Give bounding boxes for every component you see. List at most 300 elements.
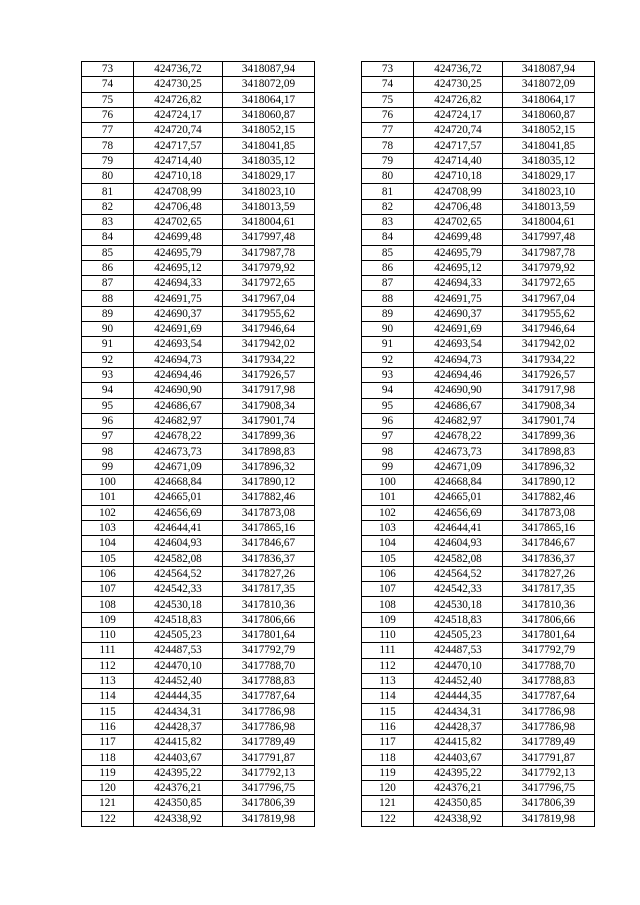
table-row — [82, 704, 595, 719]
right-x-coordinate-cell: 424690,90 — [414, 383, 503, 398]
left-y-coordinate-cell: 3417806,66 — [223, 612, 315, 627]
table-row — [82, 520, 595, 535]
table-row — [82, 276, 595, 291]
left-x-coordinate-cell: 424530,18 — [134, 597, 223, 612]
left-x-coordinate-cell: 424730,25 — [134, 77, 223, 92]
left-point-number-cell: 94 — [82, 383, 134, 398]
table-row — [82, 77, 595, 92]
left-y-coordinate-cell: 3417827,26 — [223, 566, 315, 581]
right-point-number-cell: 106 — [362, 566, 414, 581]
left-y-coordinate-cell: 3418035,12 — [223, 153, 315, 168]
column-gap — [315, 367, 362, 382]
column-gap — [315, 322, 362, 337]
column-gap — [315, 796, 362, 811]
left-y-coordinate-cell: 3417908,34 — [223, 398, 315, 413]
column-gap — [315, 811, 362, 826]
left-point-number-cell: 77 — [82, 123, 134, 138]
right-y-coordinate-cell: 3417917,98 — [503, 383, 595, 398]
column-gap — [315, 459, 362, 474]
right-x-coordinate-cell: 424542,33 — [414, 582, 503, 597]
right-y-coordinate-cell: 3418087,94 — [503, 62, 595, 77]
right-x-coordinate-cell: 424671,09 — [414, 459, 503, 474]
left-x-coordinate-cell: 424434,31 — [134, 704, 223, 719]
right-y-coordinate-cell: 3417946,64 — [503, 322, 595, 337]
right-y-coordinate-cell: 3417898,83 — [503, 444, 595, 459]
right-y-coordinate-cell: 3417955,62 — [503, 306, 595, 321]
left-y-coordinate-cell: 3418087,94 — [223, 62, 315, 77]
right-point-number-cell: 103 — [362, 520, 414, 535]
left-point-number-cell: 117 — [82, 735, 134, 750]
left-point-number-cell: 88 — [82, 291, 134, 306]
column-gap — [315, 352, 362, 367]
right-point-number-cell: 102 — [362, 505, 414, 520]
table-row — [82, 62, 595, 77]
column-gap — [315, 704, 362, 719]
left-x-coordinate-cell: 424564,52 — [134, 566, 223, 581]
left-x-coordinate-cell: 424403,67 — [134, 750, 223, 765]
right-y-coordinate-cell: 3417806,66 — [503, 612, 595, 627]
right-y-coordinate-cell: 3417997,48 — [503, 230, 595, 245]
left-x-coordinate-cell: 424665,01 — [134, 490, 223, 505]
right-y-coordinate-cell: 3417846,67 — [503, 536, 595, 551]
right-x-coordinate-cell: 424665,01 — [414, 490, 503, 505]
column-gap — [315, 444, 362, 459]
table-row — [82, 352, 595, 367]
table-row — [82, 214, 595, 229]
left-x-coordinate-cell: 424518,83 — [134, 612, 223, 627]
right-x-coordinate-cell: 424530,18 — [414, 597, 503, 612]
right-y-coordinate-cell: 3417786,98 — [503, 704, 595, 719]
left-y-coordinate-cell: 3418013,59 — [223, 199, 315, 214]
table-row — [82, 92, 595, 107]
right-point-number-cell: 114 — [362, 689, 414, 704]
left-x-coordinate-cell: 424736,72 — [134, 62, 223, 77]
left-x-coordinate-cell: 424505,23 — [134, 627, 223, 642]
left-point-number-cell: 75 — [82, 92, 134, 107]
right-point-number-cell: 112 — [362, 658, 414, 673]
table-row — [82, 475, 595, 490]
right-point-number-cell: 91 — [362, 337, 414, 352]
left-y-coordinate-cell: 3417890,12 — [223, 475, 315, 490]
column-gap — [315, 673, 362, 688]
right-y-coordinate-cell: 3417934,22 — [503, 352, 595, 367]
left-y-coordinate-cell: 3417819,98 — [223, 811, 315, 826]
right-x-coordinate-cell: 424415,82 — [414, 735, 503, 750]
left-point-number-cell: 108 — [82, 597, 134, 612]
left-x-coordinate-cell: 424470,10 — [134, 658, 223, 673]
column-gap — [315, 184, 362, 199]
right-y-coordinate-cell: 3418064,17 — [503, 92, 595, 107]
left-x-coordinate-cell: 424444,35 — [134, 689, 223, 704]
right-y-coordinate-cell: 3417972,65 — [503, 276, 595, 291]
right-y-coordinate-cell: 3417810,36 — [503, 597, 595, 612]
left-x-coordinate-cell: 424668,84 — [134, 475, 223, 490]
right-x-coordinate-cell: 424444,35 — [414, 689, 503, 704]
column-gap — [315, 153, 362, 168]
right-x-coordinate-cell: 424693,54 — [414, 337, 503, 352]
left-y-coordinate-cell: 3417786,98 — [223, 719, 315, 734]
right-y-coordinate-cell: 3418029,17 — [503, 169, 595, 184]
left-point-number-cell: 122 — [82, 811, 134, 826]
right-point-number-cell: 83 — [362, 214, 414, 229]
right-y-coordinate-cell: 3417791,87 — [503, 750, 595, 765]
right-point-number-cell: 97 — [362, 429, 414, 444]
left-x-coordinate-cell: 424656,69 — [134, 505, 223, 520]
right-y-coordinate-cell: 3418072,09 — [503, 77, 595, 92]
right-point-number-cell: 87 — [362, 276, 414, 291]
left-y-coordinate-cell: 3417873,08 — [223, 505, 315, 520]
left-y-coordinate-cell: 3418029,17 — [223, 169, 315, 184]
right-point-number-cell: 88 — [362, 291, 414, 306]
column-gap — [315, 107, 362, 122]
right-point-number-cell: 73 — [362, 62, 414, 77]
left-y-coordinate-cell: 3417836,37 — [223, 551, 315, 566]
right-x-coordinate-cell: 424505,23 — [414, 627, 503, 642]
left-y-coordinate-cell: 3417791,87 — [223, 750, 315, 765]
table-row — [82, 169, 595, 184]
column-gap — [315, 750, 362, 765]
left-x-coordinate-cell: 424644,41 — [134, 520, 223, 535]
right-y-coordinate-cell: 3417789,49 — [503, 735, 595, 750]
left-point-number-cell: 111 — [82, 643, 134, 658]
left-point-number-cell: 104 — [82, 536, 134, 551]
right-x-coordinate-cell: 424452,40 — [414, 673, 503, 688]
left-point-number-cell: 82 — [82, 199, 134, 214]
left-y-coordinate-cell: 3417987,78 — [223, 245, 315, 260]
right-x-coordinate-cell: 424717,57 — [414, 138, 503, 153]
right-point-number-cell: 101 — [362, 490, 414, 505]
left-point-number-cell: 98 — [82, 444, 134, 459]
right-x-coordinate-cell: 424656,69 — [414, 505, 503, 520]
left-x-coordinate-cell: 424726,82 — [134, 92, 223, 107]
column-gap — [315, 260, 362, 275]
left-x-coordinate-cell: 424695,12 — [134, 260, 223, 275]
right-x-coordinate-cell: 424582,08 — [414, 551, 503, 566]
left-point-number-cell: 81 — [82, 184, 134, 199]
right-y-coordinate-cell: 3417792,13 — [503, 765, 595, 780]
right-x-coordinate-cell: 424690,37 — [414, 306, 503, 321]
right-y-coordinate-cell: 3417896,32 — [503, 459, 595, 474]
right-y-coordinate-cell: 3417792,79 — [503, 643, 595, 658]
right-x-coordinate-cell: 424694,46 — [414, 367, 503, 382]
table-row — [82, 322, 595, 337]
table-row — [82, 750, 595, 765]
column-gap — [315, 230, 362, 245]
right-point-number-cell: 99 — [362, 459, 414, 474]
left-point-number-cell: 93 — [82, 367, 134, 382]
left-point-number-cell: 120 — [82, 780, 134, 795]
right-y-coordinate-cell: 3418041,85 — [503, 138, 595, 153]
right-y-coordinate-cell: 3417890,12 — [503, 475, 595, 490]
table-row — [82, 811, 595, 826]
right-x-coordinate-cell: 424702,65 — [414, 214, 503, 229]
column-gap — [315, 276, 362, 291]
right-x-coordinate-cell: 424724,17 — [414, 107, 503, 122]
right-y-coordinate-cell: 3417908,34 — [503, 398, 595, 413]
right-x-coordinate-cell: 424518,83 — [414, 612, 503, 627]
left-x-coordinate-cell: 424710,18 — [134, 169, 223, 184]
column-gap — [315, 658, 362, 673]
left-point-number-cell: 107 — [82, 582, 134, 597]
left-point-number-cell: 118 — [82, 750, 134, 765]
left-x-coordinate-cell: 424678,22 — [134, 429, 223, 444]
column-gap — [315, 475, 362, 490]
table-row — [82, 260, 595, 275]
right-y-coordinate-cell: 3418060,87 — [503, 107, 595, 122]
left-point-number-cell: 96 — [82, 413, 134, 428]
left-x-coordinate-cell: 424690,90 — [134, 383, 223, 398]
coordinates-table — [81, 61, 595, 827]
column-gap — [315, 780, 362, 795]
right-point-number-cell: 121 — [362, 796, 414, 811]
right-point-number-cell: 92 — [362, 352, 414, 367]
right-point-number-cell: 117 — [362, 735, 414, 750]
table-row — [82, 582, 595, 597]
column-gap — [315, 597, 362, 612]
right-x-coordinate-cell: 424403,67 — [414, 750, 503, 765]
table-row — [82, 459, 595, 474]
left-x-coordinate-cell: 424695,79 — [134, 245, 223, 260]
table-row — [82, 780, 595, 795]
right-y-coordinate-cell: 3417819,98 — [503, 811, 595, 826]
left-point-number-cell: 89 — [82, 306, 134, 321]
column-gap — [315, 735, 362, 750]
column-gap — [315, 490, 362, 505]
left-y-coordinate-cell: 3417967,04 — [223, 291, 315, 306]
table-row — [82, 719, 595, 734]
column-gap — [315, 551, 362, 566]
left-y-coordinate-cell: 3417901,74 — [223, 413, 315, 428]
column-gap — [315, 413, 362, 428]
right-point-number-cell: 80 — [362, 169, 414, 184]
column-gap — [315, 719, 362, 734]
table-row — [82, 153, 595, 168]
column-gap — [315, 62, 362, 77]
left-point-number-cell: 112 — [82, 658, 134, 673]
left-x-coordinate-cell: 424690,37 — [134, 306, 223, 321]
right-y-coordinate-cell: 3417787,64 — [503, 689, 595, 704]
left-point-number-cell: 84 — [82, 230, 134, 245]
table-row — [82, 184, 595, 199]
right-point-number-cell: 95 — [362, 398, 414, 413]
table-row — [82, 291, 595, 306]
right-x-coordinate-cell: 424695,79 — [414, 245, 503, 260]
table-row — [82, 383, 595, 398]
right-y-coordinate-cell: 3417786,98 — [503, 719, 595, 734]
table-row — [82, 107, 595, 122]
table-row — [82, 627, 595, 642]
right-y-coordinate-cell: 3418023,10 — [503, 184, 595, 199]
column-gap — [315, 398, 362, 413]
left-y-coordinate-cell: 3417789,49 — [223, 735, 315, 750]
column-gap — [315, 77, 362, 92]
right-x-coordinate-cell: 424644,41 — [414, 520, 503, 535]
table-row — [82, 138, 595, 153]
left-x-coordinate-cell: 424604,93 — [134, 536, 223, 551]
right-x-coordinate-cell: 424673,73 — [414, 444, 503, 459]
left-point-number-cell: 109 — [82, 612, 134, 627]
right-point-number-cell: 98 — [362, 444, 414, 459]
left-x-coordinate-cell: 424717,57 — [134, 138, 223, 153]
left-point-number-cell: 73 — [82, 62, 134, 77]
left-x-coordinate-cell: 424702,65 — [134, 214, 223, 229]
right-y-coordinate-cell: 3417899,36 — [503, 429, 595, 444]
left-x-coordinate-cell: 424376,21 — [134, 780, 223, 795]
right-y-coordinate-cell: 3417873,08 — [503, 505, 595, 520]
left-y-coordinate-cell: 3417942,02 — [223, 337, 315, 352]
right-point-number-cell: 104 — [362, 536, 414, 551]
right-y-coordinate-cell: 3417796,75 — [503, 780, 595, 795]
right-x-coordinate-cell: 424395,22 — [414, 765, 503, 780]
left-point-number-cell: 119 — [82, 765, 134, 780]
left-y-coordinate-cell: 3417917,98 — [223, 383, 315, 398]
column-gap — [315, 429, 362, 444]
left-x-coordinate-cell: 424720,74 — [134, 123, 223, 138]
left-y-coordinate-cell: 3418064,17 — [223, 92, 315, 107]
left-point-number-cell: 110 — [82, 627, 134, 642]
right-point-number-cell: 109 — [362, 612, 414, 627]
column-gap — [315, 536, 362, 551]
left-x-coordinate-cell: 424694,73 — [134, 352, 223, 367]
table-row — [82, 230, 595, 245]
right-point-number-cell: 116 — [362, 719, 414, 734]
left-y-coordinate-cell: 3417865,16 — [223, 520, 315, 535]
left-x-coordinate-cell: 424686,67 — [134, 398, 223, 413]
right-y-coordinate-cell: 3417788,83 — [503, 673, 595, 688]
left-y-coordinate-cell: 3417955,62 — [223, 306, 315, 321]
column-gap — [315, 291, 362, 306]
table-row — [82, 367, 595, 382]
left-point-number-cell: 100 — [82, 475, 134, 490]
right-x-coordinate-cell: 424564,52 — [414, 566, 503, 581]
right-point-number-cell: 93 — [362, 367, 414, 382]
right-point-number-cell: 122 — [362, 811, 414, 826]
right-point-number-cell: 82 — [362, 199, 414, 214]
right-y-coordinate-cell: 3417806,39 — [503, 796, 595, 811]
left-x-coordinate-cell: 424415,82 — [134, 735, 223, 750]
table-row — [82, 689, 595, 704]
right-y-coordinate-cell: 3417926,57 — [503, 367, 595, 382]
table-row — [82, 658, 595, 673]
table-row — [82, 398, 595, 413]
left-y-coordinate-cell: 3417788,83 — [223, 673, 315, 688]
right-x-coordinate-cell: 424338,92 — [414, 811, 503, 826]
left-point-number-cell: 86 — [82, 260, 134, 275]
column-gap — [315, 214, 362, 229]
left-point-number-cell: 76 — [82, 107, 134, 122]
left-y-coordinate-cell: 3417926,57 — [223, 367, 315, 382]
left-x-coordinate-cell: 424693,54 — [134, 337, 223, 352]
right-x-coordinate-cell: 424710,18 — [414, 169, 503, 184]
table-row — [82, 306, 595, 321]
left-y-coordinate-cell: 3417972,65 — [223, 276, 315, 291]
right-point-number-cell: 100 — [362, 475, 414, 490]
left-point-number-cell: 105 — [82, 551, 134, 566]
left-point-number-cell: 103 — [82, 520, 134, 535]
left-y-coordinate-cell: 3418004,61 — [223, 214, 315, 229]
table-row — [82, 765, 595, 780]
right-y-coordinate-cell: 3417817,35 — [503, 582, 595, 597]
right-point-number-cell: 120 — [362, 780, 414, 795]
right-x-coordinate-cell: 424714,40 — [414, 153, 503, 168]
left-x-coordinate-cell: 424724,17 — [134, 107, 223, 122]
right-y-coordinate-cell: 3417901,74 — [503, 413, 595, 428]
left-y-coordinate-cell: 3417979,92 — [223, 260, 315, 275]
left-y-coordinate-cell: 3417786,98 — [223, 704, 315, 719]
table-row — [82, 337, 595, 352]
right-x-coordinate-cell: 424726,82 — [414, 92, 503, 107]
right-y-coordinate-cell: 3417942,02 — [503, 337, 595, 352]
left-y-coordinate-cell: 3418072,09 — [223, 77, 315, 92]
left-point-number-cell: 101 — [82, 490, 134, 505]
column-gap — [315, 582, 362, 597]
right-y-coordinate-cell: 3417882,46 — [503, 490, 595, 505]
left-point-number-cell: 90 — [82, 322, 134, 337]
left-x-coordinate-cell: 424706,48 — [134, 199, 223, 214]
right-x-coordinate-cell: 424691,69 — [414, 322, 503, 337]
left-y-coordinate-cell: 3417898,83 — [223, 444, 315, 459]
right-x-coordinate-cell: 424730,25 — [414, 77, 503, 92]
right-x-coordinate-cell: 424695,12 — [414, 260, 503, 275]
left-point-number-cell: 92 — [82, 352, 134, 367]
table-row — [82, 796, 595, 811]
right-y-coordinate-cell: 3418013,59 — [503, 199, 595, 214]
left-x-coordinate-cell: 424428,37 — [134, 719, 223, 734]
left-x-coordinate-cell: 424694,46 — [134, 367, 223, 382]
table-row — [82, 612, 595, 627]
column-gap — [315, 765, 362, 780]
right-x-coordinate-cell: 424682,97 — [414, 413, 503, 428]
left-y-coordinate-cell: 3417817,35 — [223, 582, 315, 597]
table-row — [82, 536, 595, 551]
coordinates-table-body — [82, 62, 595, 827]
left-point-number-cell: 113 — [82, 673, 134, 688]
left-x-coordinate-cell: 424487,53 — [134, 643, 223, 658]
right-x-coordinate-cell: 424604,93 — [414, 536, 503, 551]
left-point-number-cell: 87 — [82, 276, 134, 291]
left-y-coordinate-cell: 3418052,15 — [223, 123, 315, 138]
left-y-coordinate-cell: 3417796,75 — [223, 780, 315, 795]
left-point-number-cell: 78 — [82, 138, 134, 153]
left-point-number-cell: 79 — [82, 153, 134, 168]
column-gap — [315, 689, 362, 704]
right-point-number-cell: 113 — [362, 673, 414, 688]
left-y-coordinate-cell: 3417882,46 — [223, 490, 315, 505]
right-y-coordinate-cell: 3417836,37 — [503, 551, 595, 566]
right-y-coordinate-cell: 3418004,61 — [503, 214, 595, 229]
table-row — [82, 735, 595, 750]
left-point-number-cell: 106 — [82, 566, 134, 581]
left-y-coordinate-cell: 3417801,64 — [223, 627, 315, 642]
right-point-number-cell: 86 — [362, 260, 414, 275]
left-x-coordinate-cell: 424350,85 — [134, 796, 223, 811]
right-x-coordinate-cell: 424678,22 — [414, 429, 503, 444]
column-gap — [315, 306, 362, 321]
right-point-number-cell: 79 — [362, 153, 414, 168]
right-x-coordinate-cell: 424434,31 — [414, 704, 503, 719]
left-x-coordinate-cell: 424682,97 — [134, 413, 223, 428]
table-row — [82, 123, 595, 138]
right-point-number-cell: 85 — [362, 245, 414, 260]
column-gap — [315, 643, 362, 658]
right-point-number-cell: 74 — [362, 77, 414, 92]
right-x-coordinate-cell: 424691,75 — [414, 291, 503, 306]
column-gap — [315, 169, 362, 184]
table-row — [82, 597, 595, 612]
column-gap — [315, 505, 362, 520]
left-point-number-cell: 99 — [82, 459, 134, 474]
column-gap — [315, 138, 362, 153]
